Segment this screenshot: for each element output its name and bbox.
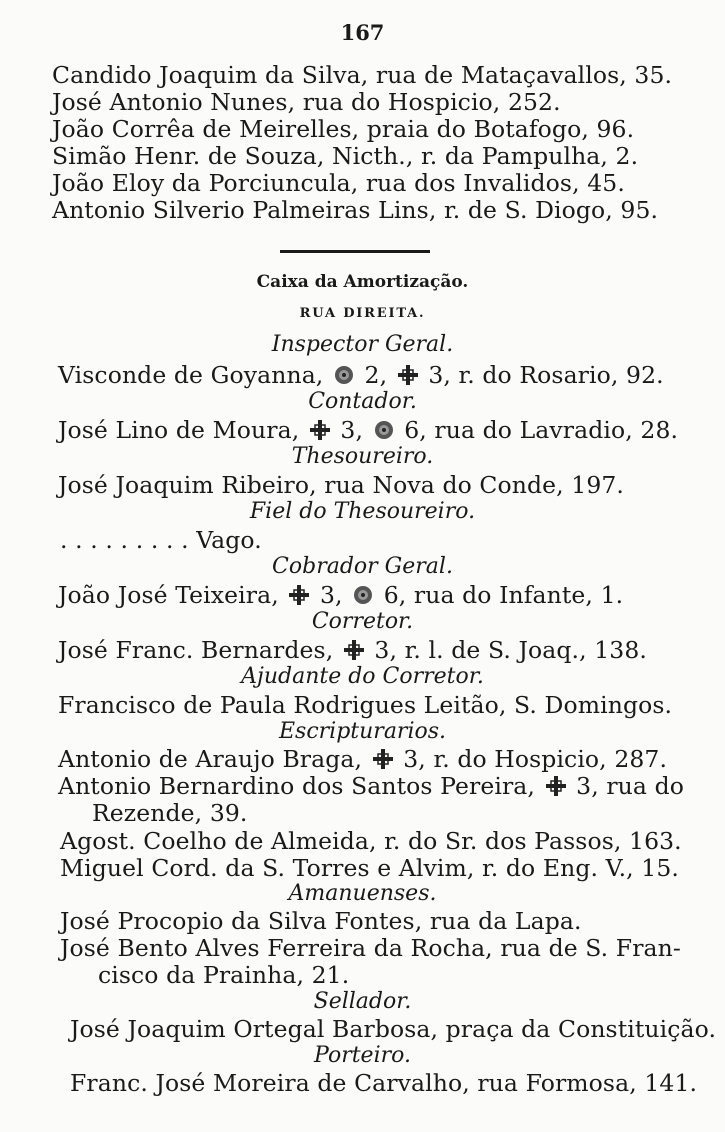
entry-text: Antonio Bernardino dos Santos Pereira, bbox=[58, 772, 535, 800]
page-number: 167 bbox=[340, 20, 385, 45]
entry-text: 3, r. do Rosario, 92. bbox=[428, 361, 664, 389]
section-divider bbox=[280, 250, 430, 253]
rose-order-icon bbox=[352, 584, 374, 612]
role-heading: Inspector Geral. bbox=[271, 332, 454, 357]
cross-order-icon bbox=[288, 584, 310, 612]
entry-text: 3, rua do bbox=[576, 772, 684, 800]
entry-line bbox=[58, 582, 658, 612]
role-heading: Ajudante do Corretor. bbox=[241, 664, 484, 689]
entry-line: Miguel Cord. da S. Torres e Alvim, r. do Eng. V., 15. bbox=[60, 854, 679, 882]
entry-line: Candido Joaquim da Silva, rua de Mataçavallos, 35. bbox=[52, 61, 673, 89]
entry-line: Rezende, 39. bbox=[92, 799, 248, 827]
entry-text: 3, r. do Hospicio, 287. bbox=[403, 745, 668, 773]
entry-line: cisco da Prainha, 21. bbox=[98, 961, 350, 989]
entry-line: Francisco de Paula Rodrigues Leitão, S. Domingos. bbox=[58, 691, 673, 719]
entry-line: Antonio Silverio Palmeiras Lins, r. de S. Diogo, 95. bbox=[52, 196, 659, 224]
section-title: Caixa da Amortização. bbox=[256, 272, 469, 292]
entry-text: 3, bbox=[340, 416, 364, 444]
role-heading: Cobrador Geral. bbox=[272, 554, 453, 579]
role-heading: Porteiro. bbox=[314, 1043, 411, 1068]
entry-line: Agost. Coelho de Almeida, r. do Sr. dos Passos, 163. bbox=[60, 827, 682, 855]
entry-text: 3, r. l. de S. Joaq., 138. bbox=[374, 636, 647, 664]
rose-order-icon bbox=[373, 419, 395, 447]
entry-text: 6, rua do Infante, 1. bbox=[383, 581, 624, 609]
entry-line bbox=[58, 361, 664, 392]
role-heading: Amanuenses. bbox=[288, 881, 437, 906]
entry-text: Visconde de Goyanna, bbox=[58, 361, 324, 389]
entry-text: José Lino de Moura, bbox=[58, 416, 300, 444]
role-heading: Escripturarios. bbox=[278, 719, 447, 744]
entry-text: José Franc. Bernardes, bbox=[58, 636, 334, 664]
entry-line: João Corrêa de Meirelles, praia do Botafogo, 96. bbox=[52, 115, 635, 143]
role-heading: Corretor. bbox=[311, 609, 414, 634]
entry-text: João José Teixeira, bbox=[58, 581, 279, 609]
entry-line: Franc. José Moreira de Carvalho, rua Formosa, 141. bbox=[70, 1069, 698, 1097]
entry-line: . . . . . . . . . Vago. bbox=[60, 526, 262, 554]
role-heading: Thesoureiro. bbox=[291, 444, 434, 469]
entry-line: José Antonio Nunes, rua do Hospicio, 252. bbox=[52, 88, 561, 116]
cross-order-icon bbox=[397, 364, 419, 392]
role-heading: Fiel do Thesoureiro. bbox=[249, 499, 476, 524]
entry-text: 2, bbox=[364, 361, 388, 389]
role-heading: Sellador. bbox=[313, 989, 412, 1014]
cross-order-icon bbox=[343, 639, 365, 667]
entry-line bbox=[58, 416, 679, 447]
entry-line: Simão Henr. de Souza, Nicth., r. da Pampulha, 2. bbox=[52, 142, 639, 170]
entry-line: José Bento Alves Ferreira da Rocha, rua de S. Fran- bbox=[60, 934, 681, 962]
entry-text: Antonio de Araujo Braga, bbox=[58, 745, 363, 773]
cross-order-icon bbox=[545, 775, 567, 803]
section-street: RUA DIREITA. bbox=[299, 306, 426, 321]
cross-order-icon bbox=[309, 419, 331, 447]
rose-order-icon bbox=[333, 364, 355, 392]
entry-line bbox=[58, 637, 658, 667]
entry-line: José Procopio da Silva Fontes, rua da Lapa. bbox=[60, 907, 582, 935]
role-heading: Contador. bbox=[308, 389, 417, 414]
entry-line: José Joaquim Ribeiro, rua Nova do Conde, 197. bbox=[58, 471, 624, 499]
entry-text: 3, bbox=[319, 581, 343, 609]
entry-line: João Eloy da Porciuncula, rua dos Invalidos, 45. bbox=[52, 169, 625, 197]
entry-text: 6, rua do Lavradio, 28. bbox=[404, 416, 679, 444]
entry-line: José Joaquim Ortegal Barbosa, praça da Constituição. bbox=[70, 1015, 717, 1043]
